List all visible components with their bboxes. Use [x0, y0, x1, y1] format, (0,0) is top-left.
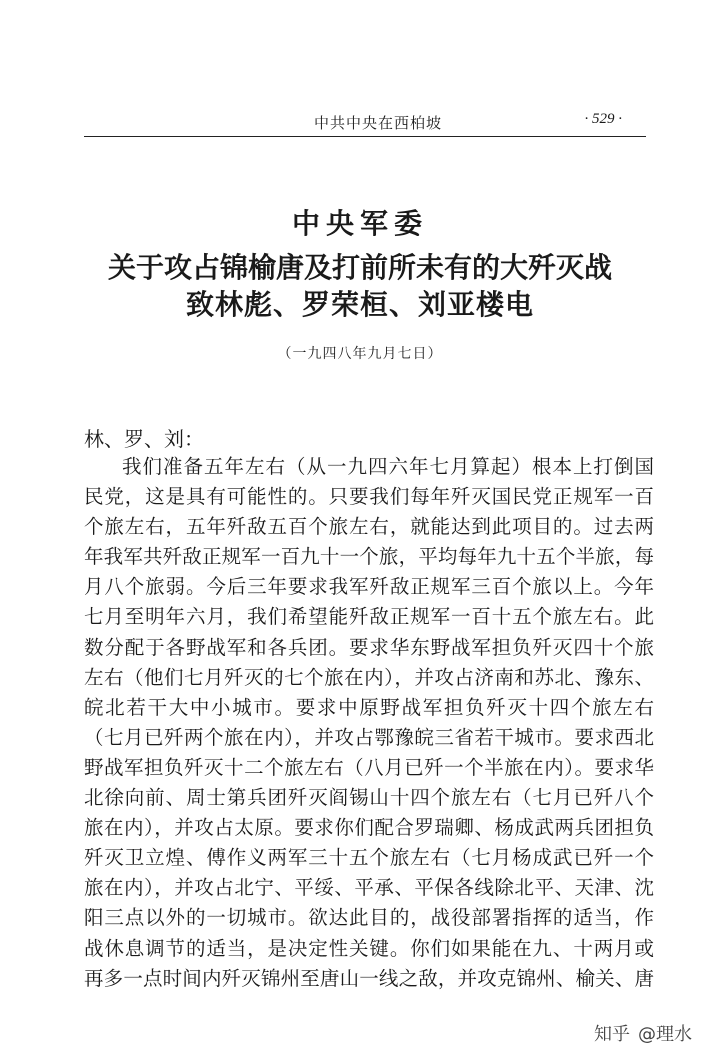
body-text [84, 452, 654, 994]
body-line: 民党，这是具有可能性的。只要我们每年歼灭国民党正规军一百 [84, 485, 654, 509]
body-line: 我们准备五年左右（从一九四六年七月算起）根本上打倒国 [122, 455, 654, 478]
body-line: 七月至明年六月，我们希望能歼敌正规军一百十五个旅左右。此 [84, 605, 654, 629]
body-line: （七月已歼两个旅在内），并攻占鄂豫皖三省若干城市。要求西北 [84, 725, 654, 749]
document-date: （一九四八年九月七日） [277, 346, 443, 362]
body-line: 阳三点以外的一切城市。欲达此目的，战役部署指挥的适当，作 [84, 906, 654, 930]
body-line: 皖北若干大中小城市。要求中原野战军担负歼灭十四个旅左右 [84, 695, 654, 719]
body-line: 旅在内），并攻占北宁、平绥、平承、平保各线除北平、天津、沈 [84, 876, 654, 900]
body-line: 北徐向前、周士第兵团歼灭阎锡山十四个旅左右（七月已歼八个 [84, 786, 654, 810]
page-number: · 529 · [584, 111, 622, 127]
running-title: 中共中央在西柏坡 [314, 114, 443, 132]
document-title-line-2: 关于攻占锦榆唐及打前所未有的大歼灭战 [107, 251, 612, 284]
body-line: 歼灭卫立煌、傅作义两军三十五个旅左右（七月杨成武已歼一个 [84, 846, 654, 870]
body-line: 左右（他们七月歼灭的七个旅在内），并攻占济南和苏北、豫东、 [84, 665, 654, 689]
watermark-author: @理水 [638, 1024, 692, 1045]
document-title-line-3: 致林彪、罗荣桓、刘亚楼电 [185, 288, 534, 321]
body-line: 个旅左右，五年歼敌五百个旅左右，就能达到此项目的。过去两 [84, 515, 654, 539]
salutation: 林、罗、刘： [84, 427, 204, 451]
zhihu-watermark [594, 1020, 692, 1046]
body-line: 再多一点时间内歼灭锦州至唐山一线之敌，并攻克锦州、榆关、唐 [84, 966, 654, 990]
body-line: 年我军共歼敌正规军一百九十一个旅，平均每年九十五个半旅，每 [84, 545, 654, 569]
document-title-line-1: 中央军委 [291, 207, 428, 240]
body-line: 战休息调节的适当，是决定性关键。你们如果能在九、十两月或 [84, 936, 654, 960]
header-rule [84, 136, 646, 137]
body-line: 旅在内），并攻占太原。要求你们配合罗瑞卿、杨成武两兵团担负 [84, 816, 654, 840]
body-line: 数分配于各野战军和各兵团。要求华东野战军担负歼灭四十个旅 [84, 635, 654, 659]
body-line: 野战军担负歼灭十二个旅左右（八月已歼一个半旅在内）。要求华 [84, 755, 654, 779]
watermark-brand: 知乎 [594, 1024, 630, 1045]
body-line: 月八个旅弱。今后三年要求我军歼敌正规军三百个旅以上。今年 [84, 575, 654, 599]
page-header [84, 108, 646, 134]
